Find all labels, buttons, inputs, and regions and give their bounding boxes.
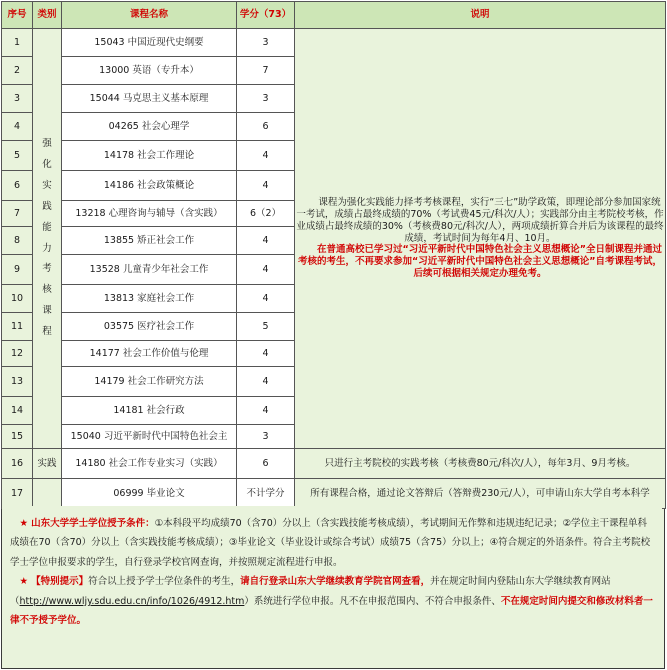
course-name: 14179 社会工作研究方法 (62, 367, 237, 397)
degree-conditions-title: 山东大学学士学位授予条件： (31, 518, 155, 529)
special-notice-text-e: 不在规定时间内提交和修改材料者一律不予授予学位。 (10, 595, 653, 627)
header-credit: 学分（73） (237, 2, 295, 29)
row-no: 6 (2, 171, 33, 201)
note-thesis: 所有课程合格，通过论文答辩后（答辩费230元/人），可申请山东大学自考本科学 (295, 479, 666, 509)
table-row (2, 449, 666, 479)
course-name: 06999 毕业论文 (62, 479, 237, 509)
course-name: 14181 社会行政 (62, 397, 237, 425)
row-no: 15 (2, 425, 33, 449)
course-credit: 3 (237, 29, 295, 57)
course-name: 14180 社会工作专业实习（实践） (62, 449, 237, 479)
row-no: 7 (2, 201, 33, 227)
degree-conditions-para (10, 514, 654, 572)
course-credit: 4 (237, 141, 295, 171)
course-name: 15043 中国近现代史纲要 (62, 29, 237, 57)
special-notice-title: 【特别提示】 (31, 576, 89, 588)
course-name: 13000 英语（专升本） (62, 57, 237, 85)
row-no: 16 (2, 449, 33, 479)
course-name: 04265 社会心理学 (62, 113, 237, 141)
course-credit: 6 (237, 113, 295, 141)
row-no: 2 (2, 57, 33, 85)
course-name: 03575 医疗社会工作 (62, 313, 237, 341)
category-main (33, 29, 62, 449)
description-para1: 课程为强化实践能力择考考核课程，实行“三七”助学政策，即理论部分参加国家统一考试，成绩占最终成绩的70%（考试费45元/科次/人）；实践部分由主考院校考核，作业成绩占最终成绩的30%（考核费80元/科次/人），两项成绩折算合并后为该课程的最终成绩，考试时间为每年4月、10月。 (296, 196, 664, 244)
course-name: 14177 社会工作价值与伦理 (62, 341, 237, 367)
row-no: 12 (2, 341, 33, 367)
course-credit: 4 (237, 255, 295, 285)
course-name: 15040 习近平新时代中国特色社会主 (62, 425, 237, 449)
course-credit: 4 (237, 367, 295, 397)
table-row (2, 479, 666, 509)
course-credit: 7 (237, 57, 295, 85)
course-table (1, 1, 666, 509)
course-name: 14178 社会工作理论 (62, 141, 237, 171)
course-name: 13855 矫正社会工作 (62, 227, 237, 255)
degree-conditions-text: ①本科段平均成绩70（含70）分以上（含实践技能考核成绩），考试期间无作弊和违规违纪记录；②学位主干课程单科成绩在70（含70）分以上（含实践技能考核成绩）；③毕业论文（毕业设计或综合考试）成绩75（含75）分以上；④符合规定的外语条件。符合主考院校学士学位申报要求的学生，自行登录学校官网查询，并按照规定流程进行申报。 (10, 518, 651, 568)
course-name: 13528 儿童青少年社会工作 (62, 255, 237, 285)
header-no: 序号 (2, 2, 33, 29)
course-name: 13813 家庭社会工作 (62, 285, 237, 313)
table-row (2, 29, 666, 57)
row-no: 4 (2, 113, 33, 141)
row-no: 1 (2, 29, 33, 57)
row-no: 9 (2, 255, 33, 285)
special-notice-text-d: ）系统进行学位申报。凡不在申报范围内、不符合申报条件、 (244, 595, 501, 607)
course-name: 14186 社会政策概论 (62, 171, 237, 201)
course-name: 13218 心理咨询与辅导（含实践） (62, 201, 237, 227)
course-credit: 4 (237, 397, 295, 425)
special-notice-text-c: 并在规定时间内登陆山东大学继续教育网站（ (10, 576, 611, 607)
course-credit: 3 (237, 85, 295, 113)
degree-system-link[interactable]: http://www.wljy.sdu.edu.cn/info/1026/4912.htm (19, 595, 245, 607)
row-no: 11 (2, 313, 33, 341)
category-practice: 实践 (33, 449, 62, 479)
course-credit: 6（2） (237, 201, 295, 227)
special-notice-text-b: 请自行登录山东大学继续教育学院官网查看， (240, 576, 431, 588)
course-credit: 4 (237, 341, 295, 367)
course-name: 15044 马克思主义基本原理 (62, 85, 237, 113)
degree-conditions (2, 506, 662, 667)
row-no: 14 (2, 397, 33, 425)
row-no: 10 (2, 285, 33, 313)
course-credit: 3 (237, 425, 295, 449)
course-credit: 4 (237, 285, 295, 313)
row-no: 3 (2, 85, 33, 113)
row-no: 5 (2, 141, 33, 171)
course-credit: 4 (237, 171, 295, 201)
header-course: 课程名称 (62, 2, 237, 29)
special-notice-text-a: 符合以上授予学士学位条件的考生， (88, 576, 241, 588)
row-no: 17 (2, 479, 33, 509)
star-icon: ★ (19, 576, 29, 588)
category-main-text: 强 化 实 践 能 力 考 核 课 程 (42, 138, 52, 338)
star-icon: ★ (19, 518, 29, 529)
row-no: 13 (2, 367, 33, 397)
header-note: 说明 (295, 2, 666, 29)
note-practice: 只进行主考院校的实践考核（考核费80元/科次/人），每年3月、9月考核。 (295, 449, 666, 479)
description-para2: 在普通高校已学习过“习近平新时代中国特色社会主义思想概论”全日制课程并通过考核的考生，不再要求参加“习近平新时代中国特色社会主义思想概论”自考课程考试，后续可根据相关规定办理免考。 (298, 244, 662, 280)
course-credit: 6 (237, 449, 295, 479)
course-credit: 5 (237, 313, 295, 341)
header-category: 类别 (33, 2, 62, 29)
course-credit: 4 (237, 227, 295, 255)
course-credit: 不计学分 (237, 479, 295, 509)
description-cell (295, 29, 666, 449)
category-empty (33, 479, 62, 509)
header-row (2, 2, 666, 29)
special-notice-para (10, 572, 654, 630)
row-no: 8 (2, 227, 33, 255)
